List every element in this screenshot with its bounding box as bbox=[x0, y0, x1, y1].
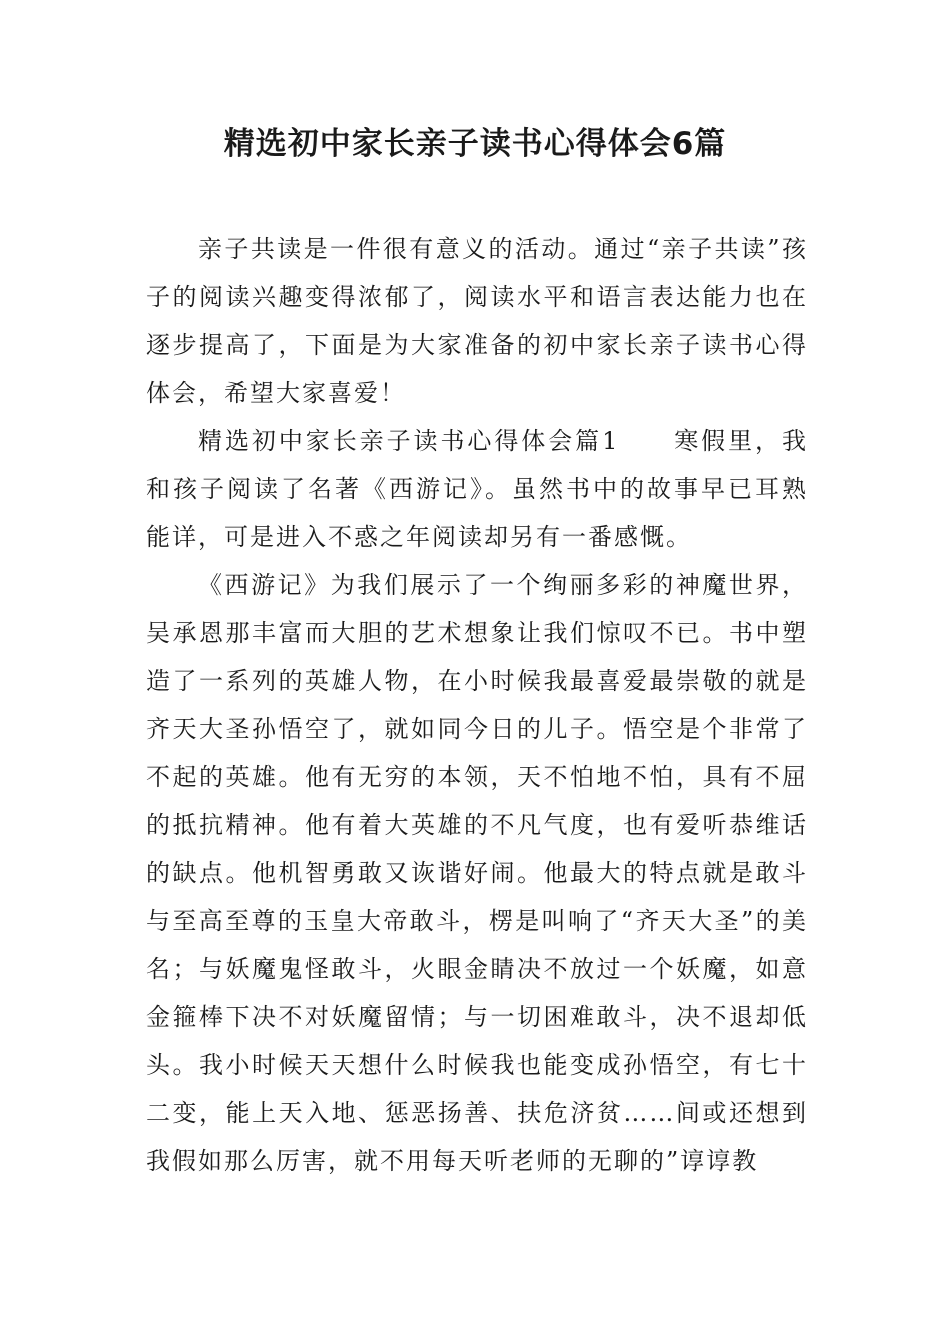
document-body bbox=[146, 225, 808, 1185]
paragraph-section-1-opening: 精选初中家长亲子读书心得体会篇1 寒假里，我和孩子阅读了名著《西游记》。虽然书中的故事早已耳熟能详，可是进入不惑之年阅读却另有一番感慨。 bbox=[146, 427, 808, 551]
paragraph-intro: 亲子共读是一件很有意义的活动。通过“亲子共读”孩子的阅读兴趣变得浓郁了，阅读水平和语言表达能力也在逐步提高了，下面是为大家准备的初中家长亲子读书心得体会，希望大家喜爱！ bbox=[146, 235, 808, 407]
document-title: 精选初中家长亲子读书心得体会6篇 bbox=[223, 126, 727, 162]
paragraph-journey-west: 《西游记》为我们展示了一个绚丽多彩的神魔世界，吴承恩那丰富而大胆的艺术想象让我们惊叹不已。书中塑造了一系列的英雄人物，在小时候我最喜爱最崇敬的就是齐天大圣孙悟空了，就如同今日的儿子。悟空是个非常了不起的英雄。他有无穷的本领，天不怕地不怕，具有不屈的抵抗精神。他有着大英雄的不凡气度，也有爱听恭维话的缺点。他机智勇敢又诙谐好闹。他最大的特点就是敢斗与至高至尊的玉皇大帝敢斗，楞是叫响了“齐天大圣”的美名；与妖魔鬼怪敢斗，火眼金睛决不放过一个妖魔，如意金箍棒下决不对妖魔留情；与一切困难敢斗，决不退却低头。我小时候天天想什么时候我也能变成孙悟空，有七十二变，能上天入地、惩恶扬善、扶危济贫……间或还想到我假如那么厉害，就不用每天听老师的无聊的”谆谆教 bbox=[146, 571, 808, 1175]
